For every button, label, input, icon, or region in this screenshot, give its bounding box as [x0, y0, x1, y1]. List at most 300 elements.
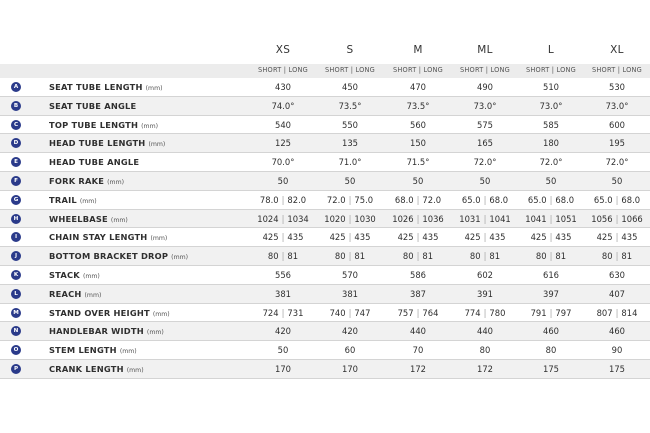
value: 1031 — [459, 213, 481, 224]
value-cell-s — [317, 251, 383, 261]
value-cell-s — [317, 289, 383, 299]
measurement-name: WHEELBASE — [49, 213, 108, 224]
value-cell-l — [518, 308, 584, 318]
value: 470 — [410, 82, 426, 92]
value-cell-s — [317, 82, 383, 92]
measurement-name: TOP TUBE LENGTH — [49, 119, 139, 130]
value-separator: | — [615, 194, 619, 205]
value-cell-m — [385, 308, 451, 318]
value-cell-s — [317, 195, 383, 205]
value-cell-xs — [250, 251, 316, 261]
measurement-label — [49, 345, 137, 355]
value: 397 — [543, 288, 559, 299]
value-separator: | — [549, 213, 553, 224]
measurement-name: SEAT TUBE ANGLE — [49, 100, 137, 111]
value: 80 — [545, 345, 557, 356]
value-cell-xs — [250, 214, 316, 224]
value: 78.0 — [259, 194, 279, 205]
value-cell-xl — [584, 308, 650, 318]
short-long-label: SHORT | LONG — [325, 66, 375, 74]
value-cell-l — [518, 214, 584, 224]
value-cell-xl — [584, 82, 650, 92]
value: 757 — [397, 307, 414, 318]
value-long: 747 — [354, 307, 371, 318]
value-long: 75.0 — [354, 194, 374, 205]
value-long: 1030 — [354, 213, 376, 224]
measurement-label — [49, 195, 97, 205]
value-cell-ml — [452, 289, 518, 299]
table-row — [0, 228, 650, 247]
short-long-label: SHORT | LONG — [460, 66, 510, 74]
table-row — [0, 360, 650, 379]
value-cell-xs — [250, 289, 316, 299]
value-cell-l — [518, 82, 584, 92]
value-separator: | — [348, 213, 352, 224]
value-cell-ml — [452, 138, 518, 148]
value-cell-xl — [584, 214, 650, 224]
value: 425 — [329, 232, 346, 243]
table-row — [0, 191, 650, 210]
value-cell-xs — [250, 270, 316, 280]
value-cell-xs — [250, 176, 316, 186]
value: 50 — [277, 345, 289, 356]
value: 50 — [479, 175, 491, 186]
value: 381 — [275, 288, 291, 299]
measurement-label — [49, 251, 188, 261]
measurement-unit: (mm) — [119, 348, 137, 356]
size-label-ml: ML — [477, 44, 493, 56]
value-cell-xs — [250, 345, 316, 355]
value-cell-l — [518, 138, 584, 148]
row-letter-badge: L — [11, 289, 21, 299]
measurement-name: STEM LENGTH — [49, 345, 117, 356]
value: 460 — [543, 326, 559, 337]
value-separator: | — [416, 194, 420, 205]
row-letter-badge: O — [11, 345, 21, 355]
measurement-unit: (mm) — [107, 178, 125, 186]
value-separator: | — [549, 232, 553, 243]
value-separator: | — [615, 307, 619, 318]
measurement-label — [49, 82, 163, 92]
value-cell-s — [317, 157, 383, 167]
value-cell-l — [518, 232, 584, 242]
value: 556 — [275, 269, 291, 280]
value: 180 — [543, 138, 559, 149]
measurement-name: HEAD TUBE ANGLE — [49, 157, 140, 168]
value-cell-s — [317, 176, 383, 186]
value-cell-l — [518, 120, 584, 130]
value-cell-l — [518, 176, 584, 186]
value: 570 — [342, 269, 358, 280]
value: 50 — [611, 175, 623, 186]
value: 510 — [543, 82, 559, 92]
value-long: 1041 — [489, 213, 511, 224]
value: 72.0° — [473, 157, 497, 168]
value-cell-ml — [452, 157, 518, 167]
value-long: 435 — [489, 232, 506, 243]
size-label-m: M — [413, 44, 423, 56]
value-cell-xl — [584, 232, 650, 242]
value-cell-ml — [452, 326, 518, 336]
value-separator: | — [416, 251, 420, 262]
table-row — [0, 210, 650, 229]
value: 170 — [275, 363, 291, 374]
measurement-label — [49, 120, 158, 130]
value-cell-s — [317, 120, 383, 130]
value-cell-l — [518, 157, 584, 167]
value-cell-xs — [250, 138, 316, 148]
value-cell-ml — [452, 232, 518, 242]
value: 80 — [479, 345, 491, 356]
value-long: 435 — [555, 232, 572, 243]
measurement-unit: (mm) — [171, 254, 189, 262]
value-cell-s — [317, 138, 383, 148]
value: 440 — [477, 326, 493, 337]
value-cell-ml — [452, 345, 518, 355]
value: 74.0° — [271, 100, 295, 111]
value-long: 435 — [422, 232, 439, 243]
measurement-label — [49, 326, 164, 336]
short-long-label: SHORT | LONG — [526, 66, 576, 74]
value-cell-xl — [584, 326, 650, 336]
value-cell-xs — [250, 364, 316, 374]
table-row — [0, 304, 650, 323]
value-cell-m — [385, 270, 451, 280]
value: 586 — [410, 269, 426, 280]
value-cell-l — [518, 345, 584, 355]
value-cell-ml — [452, 195, 518, 205]
value-separator: | — [281, 251, 285, 262]
value-separator: | — [281, 232, 285, 243]
measurement-unit: (mm) — [84, 291, 102, 299]
table-row — [0, 153, 650, 172]
short-long-label: SHORT | LONG — [393, 66, 443, 74]
value: 150 — [410, 138, 426, 149]
value: 73.0° — [605, 100, 629, 111]
value-cell-ml — [452, 364, 518, 374]
value: 490 — [477, 82, 493, 92]
value-separator: | — [416, 232, 420, 243]
measurement-name: STAND OVER HEIGHT — [49, 307, 150, 318]
value: 616 — [543, 269, 559, 280]
value: 774 — [464, 307, 481, 318]
value: 72.0° — [539, 157, 563, 168]
value-long: 1051 — [555, 213, 577, 224]
value: 575 — [477, 119, 493, 130]
value-long: 435 — [621, 232, 638, 243]
value-long: 68.0 — [555, 194, 575, 205]
measurement-label — [49, 270, 100, 280]
value-cell-l — [518, 289, 584, 299]
value-cell-xs — [250, 157, 316, 167]
value-cell-m — [385, 101, 451, 111]
value-separator: | — [416, 307, 420, 318]
value: 630 — [609, 269, 625, 280]
value: 450 — [342, 82, 358, 92]
value-cell-xl — [584, 289, 650, 299]
value-separator: | — [348, 194, 352, 205]
value: 440 — [410, 326, 426, 337]
value: 195 — [609, 138, 625, 149]
value: 70 — [412, 345, 424, 356]
geometry-table-body — [0, 78, 650, 379]
value-separator: | — [281, 213, 285, 224]
measurement-label — [49, 138, 165, 148]
value: 175 — [609, 363, 625, 374]
value: 170 — [342, 363, 358, 374]
measurement-name: BOTTOM BRACKET DROP — [49, 251, 169, 262]
value-cell-ml — [452, 270, 518, 280]
value: 50 — [344, 175, 356, 186]
value: 68.0 — [394, 194, 414, 205]
value: 381 — [342, 288, 358, 299]
table-row — [0, 322, 650, 341]
measurement-label — [49, 214, 128, 224]
measurement-unit: (mm) — [110, 216, 128, 224]
value: 387 — [410, 288, 426, 299]
measurement-unit: (mm) — [82, 272, 100, 280]
value: 1041 — [525, 213, 547, 224]
value-cell-ml — [452, 308, 518, 318]
value-long: 435 — [287, 232, 304, 243]
value: 1020 — [324, 213, 346, 224]
value-separator: | — [416, 213, 420, 224]
value: 165 — [477, 138, 493, 149]
value-separator: | — [483, 307, 487, 318]
measurement-name: HANDLEBAR WIDTH — [49, 326, 144, 337]
value: 73.0° — [473, 100, 497, 111]
row-letter-badge: C — [11, 120, 21, 130]
short-long-header-row — [0, 64, 650, 78]
value-cell-xl — [584, 364, 650, 374]
value-cell-m — [385, 364, 451, 374]
value: 407 — [609, 288, 625, 299]
value-cell-m — [385, 138, 451, 148]
value-long: 81 — [555, 251, 567, 262]
table-row — [0, 78, 650, 97]
measurement-label — [49, 308, 170, 318]
value-cell-s — [317, 345, 383, 355]
value-long: 814 — [621, 307, 638, 318]
value-long: 764 — [422, 307, 439, 318]
value: 90 — [611, 345, 623, 356]
value-cell-m — [385, 82, 451, 92]
value: 560 — [410, 119, 426, 130]
value-cell-l — [518, 195, 584, 205]
value-cell-s — [317, 364, 383, 374]
value: 80 — [334, 251, 346, 262]
size-label-s: S — [346, 44, 354, 56]
measurement-unit: (mm) — [150, 235, 168, 243]
value-cell-xl — [584, 157, 650, 167]
value: 80 — [469, 251, 481, 262]
value-cell-s — [317, 232, 383, 242]
value-separator: | — [348, 251, 352, 262]
measurement-unit: (mm) — [141, 122, 159, 130]
value-cell-ml — [452, 101, 518, 111]
value-cell-m — [385, 195, 451, 205]
value-separator: | — [549, 251, 553, 262]
value-cell-s — [317, 308, 383, 318]
value-cell-xl — [584, 345, 650, 355]
value: 71.0° — [338, 157, 362, 168]
value-cell-m — [385, 326, 451, 336]
value-long: 82.0 — [287, 194, 307, 205]
value: 425 — [464, 232, 481, 243]
row-letter-badge: H — [11, 214, 21, 224]
row-letter-badge: D — [11, 138, 21, 148]
measurement-unit: (mm) — [145, 85, 163, 92]
measurement-label — [49, 232, 167, 242]
value: 724 — [262, 307, 279, 318]
value: 175 — [543, 363, 559, 374]
value-long: 797 — [555, 307, 572, 318]
row-letter-badge: I — [11, 232, 21, 242]
short-long-label: SHORT | LONG — [258, 66, 308, 74]
value: 425 — [596, 232, 613, 243]
value-cell-xs — [250, 195, 316, 205]
value-cell-xs — [250, 82, 316, 92]
value: 791 — [530, 307, 547, 318]
value-cell-l — [518, 270, 584, 280]
value: 540 — [275, 119, 291, 130]
value-long: 81 — [354, 251, 366, 262]
value-separator: | — [281, 194, 285, 205]
value: 1024 — [257, 213, 279, 224]
value-cell-l — [518, 251, 584, 261]
value: 425 — [530, 232, 547, 243]
row-letter-badge: N — [11, 326, 21, 336]
value-cell-xl — [584, 120, 650, 130]
measurement-unit: (mm) — [126, 366, 144, 374]
value-cell-xs — [250, 232, 316, 242]
table-row — [0, 116, 650, 135]
value: 71.5° — [406, 157, 430, 168]
value: 172 — [410, 363, 426, 374]
value: 65.0 — [527, 194, 547, 205]
value: 60 — [344, 345, 356, 356]
row-letter-badge: B — [11, 101, 21, 111]
value-cell-s — [317, 214, 383, 224]
value-long: 1034 — [287, 213, 309, 224]
value-long: 68.0 — [489, 194, 509, 205]
value: 80 — [267, 251, 279, 262]
value-cell-ml — [452, 214, 518, 224]
value-long: 81 — [422, 251, 434, 262]
value-long: 780 — [489, 307, 506, 318]
value: 135 — [342, 138, 358, 149]
measurement-name: SEAT TUBE LENGTH — [49, 82, 143, 92]
value-cell-xl — [584, 138, 650, 148]
value: 50 — [277, 175, 289, 186]
row-letter-badge: A — [11, 82, 21, 92]
value: 420 — [275, 326, 291, 337]
value-separator: | — [281, 307, 285, 318]
value-cell-m — [385, 176, 451, 186]
measurement-unit: (mm) — [152, 310, 170, 318]
value: 1056 — [591, 213, 613, 224]
value: 530 — [609, 82, 625, 92]
measurement-label — [49, 176, 124, 186]
measurement-name: REACH — [49, 288, 82, 299]
value-cell-ml — [452, 82, 518, 92]
value-cell-m — [385, 157, 451, 167]
value-separator: | — [348, 307, 352, 318]
value: 72.0° — [605, 157, 629, 168]
value-cell-xl — [584, 195, 650, 205]
table-row — [0, 266, 650, 285]
value: 72.0 — [326, 194, 346, 205]
value: 65.0 — [461, 194, 481, 205]
value: 602 — [477, 269, 493, 280]
value: 425 — [262, 232, 279, 243]
value: 420 — [342, 326, 358, 337]
value-long: 435 — [354, 232, 371, 243]
value: 550 — [342, 119, 358, 130]
value-cell-s — [317, 326, 383, 336]
measurement-name: STACK — [49, 269, 80, 280]
value: 125 — [275, 138, 291, 149]
table-row — [0, 247, 650, 266]
value-cell-m — [385, 251, 451, 261]
value-cell-m — [385, 120, 451, 130]
measurement-unit: (mm) — [146, 329, 164, 337]
value-separator: | — [549, 307, 553, 318]
value: 65.0 — [593, 194, 613, 205]
value-cell-xl — [584, 101, 650, 111]
value: 50 — [412, 175, 424, 186]
value-cell-s — [317, 101, 383, 111]
value: 430 — [275, 82, 291, 92]
value-long: 68.0 — [621, 194, 641, 205]
table-row — [0, 134, 650, 153]
row-letter-badge: K — [11, 270, 21, 280]
size-header-row — [0, 44, 650, 64]
row-letter-badge: J — [11, 251, 21, 261]
table-row — [0, 341, 650, 360]
value: 73.5° — [406, 100, 430, 111]
value-long: 731 — [287, 307, 304, 318]
measurement-name: FORK RAKE — [49, 175, 105, 186]
measurement-name: CHAIN STAY LENGTH — [49, 232, 148, 243]
value-cell-m — [385, 289, 451, 299]
table-row — [0, 285, 650, 304]
measurement-name: TRAIL — [49, 194, 77, 205]
size-label-l: L — [547, 44, 555, 56]
value: 172 — [477, 363, 493, 374]
value-separator: | — [549, 194, 553, 205]
value-separator: | — [483, 232, 487, 243]
table-row — [0, 97, 650, 116]
value: 460 — [609, 326, 625, 337]
value: 80 — [601, 251, 613, 262]
value-cell-l — [518, 101, 584, 111]
value-cell-xs — [250, 308, 316, 318]
value-cell-ml — [452, 251, 518, 261]
value-long: 81 — [489, 251, 501, 262]
measurement-name: HEAD TUBE LENGTH — [49, 138, 146, 149]
value: 73.0° — [539, 100, 563, 111]
size-label-xs: XS — [275, 44, 291, 56]
value-separator: | — [348, 232, 352, 243]
value-separator: | — [483, 194, 487, 205]
value: 70.0° — [271, 157, 295, 168]
value-long: 81 — [621, 251, 633, 262]
row-letter-badge: P — [11, 364, 21, 374]
value-cell-ml — [452, 120, 518, 130]
value-long: 1036 — [422, 213, 444, 224]
value-separator: | — [615, 232, 619, 243]
